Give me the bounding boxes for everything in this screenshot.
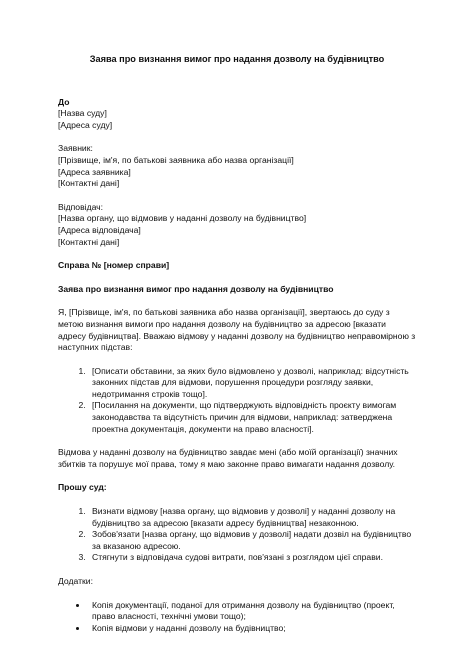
request-heading: Прошу суд: [58,482,107,493]
attachment-item: • Копія документації, поданої для отримання дозволу на будівництво (проект, право власності, технічні умови тощо); [88,600,416,623]
statement-subtitle: Заява про визнання вимог про надання дозволу на будівництво [58,283,334,294]
attachments-list [58,600,416,635]
court-label: До [58,96,70,107]
respondent-contacts: [Контактні дані] [58,236,120,247]
document-title: Заява про визнання вимог про надання дозволу на будівництво [89,54,385,64]
applicant-contacts: [Контактні дані] [58,178,120,189]
respondent-label: Відповідач: [58,201,104,212]
request-item: 1. Визнати відмову [назва органу, що відмовив у дозволі] у наданні дозволу на будівництво за адресою [вказати адресу будівництва] незаконною. [88,506,416,529]
case-number: Справа № [номер справи] [58,260,170,271]
intro-paragraph: Я, [Прізвище, ім'я, по батькові заявника або назва організації], звертаюсь до суду з метою визнання вимоги про надання дозволу на будівництво за адресою [вказати адресу будівництва]. Вважаю відмову у наданні дозволу на будівництво неправомірною з наступних підстав: [58,307,416,353]
attachment-item: • Копія відмови у наданні дозволу на будівництво; [88,623,416,635]
harm-paragraph: Відмова у наданні дозволу на будівництво завдає мені (або моїй організації) значних збитків та порушує мої права, тому я маю законне право вимагати надання дозволу. [58,447,398,469]
applicant-block [58,143,416,189]
court-block [58,97,416,132]
applicant-name: [Прізвище, ім'я, по батькові заявника або назва організації] [58,154,294,165]
respondent-block [58,202,416,248]
requests-list [58,506,416,564]
respondent-address: [Адреса відповідача] [58,224,141,235]
reason-item: 2. [Посилання на документи, що підтверджують відповідність проєкту вимогам законодавства та відсутність причин для відмови, наприклад: затверджена проектна документація, документи на право власності]. [88,400,416,435]
request-item: 3. Стягнути з відповідача судові витрати, пов'язані з розглядом цієї справи. [88,552,416,564]
attachments-label: Додатки: [58,576,93,586]
applicant-address: [Адреса заявника] [58,166,131,177]
applicant-label: Заявник: [58,143,93,154]
reasons-list [58,366,416,436]
court-address: [Адреса суду] [58,119,113,130]
request-item: 2. Зобов'язати [назва органу, що відмовив у дозволі] надати дозвіл на будівництво за вказаною адресою. [88,529,416,552]
reason-item: 1. [Описати обставини, за яких було відмовлено у дозволі, наприклад: відсутність законних підстав для відмови, порушення процедури розгляду заявки, недотримання строків тощо]. [88,366,416,401]
respondent-name: [Назва органу, що відмовив у наданні дозволу на будівництво] [58,213,307,224]
court-name: [Назва суду] [58,108,107,119]
